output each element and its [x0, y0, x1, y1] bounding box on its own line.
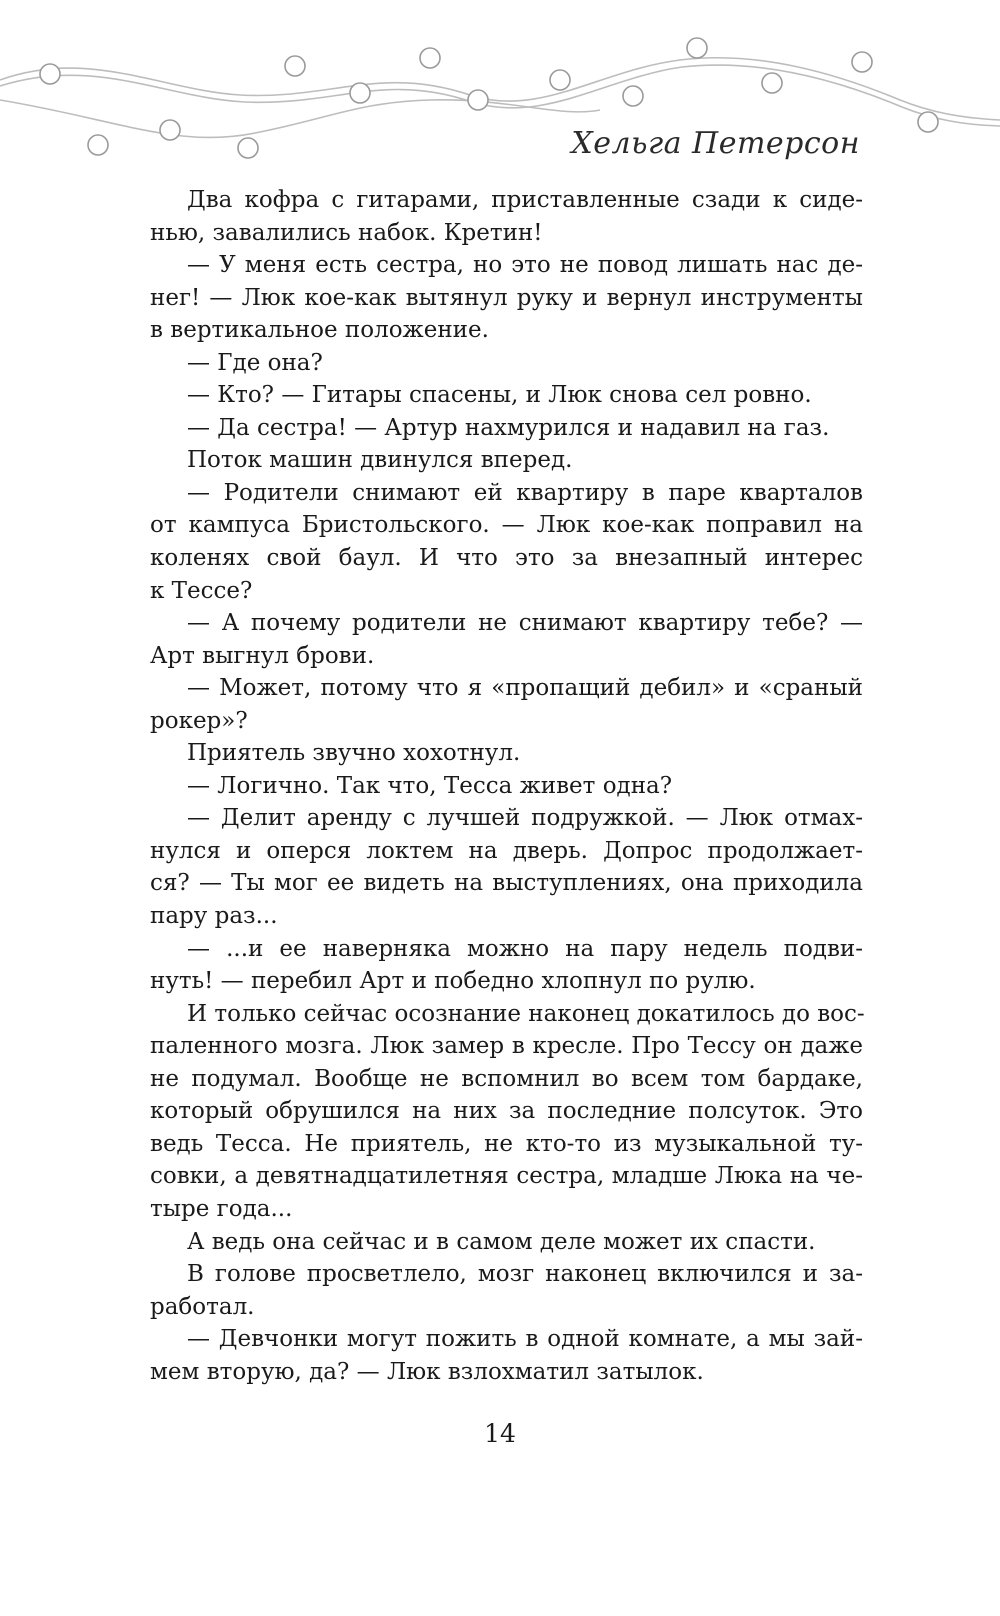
light-bulb-icon	[550, 70, 570, 90]
text-line: тыре года...	[150, 1195, 293, 1222]
light-bulb-icon	[350, 83, 370, 103]
text-line: рокер»?	[150, 707, 248, 734]
body-text	[150, 184, 863, 1388]
text-line: ся? — Ты мог ее видеть на выступлениях, она приходила	[150, 870, 863, 897]
text-line: к Тессе?	[150, 577, 253, 604]
text-line: нуть! — перебил Арт и победно хлопнул по рулю.	[150, 968, 756, 995]
text-line: ведь Тесса. Не приятель, не кто-то из музыкальной ту-	[150, 1130, 863, 1157]
text-line: И только сейчас осознание наконец докатилось до вос-	[187, 1000, 865, 1027]
text-line: Два кофра с гитарами, приставленные сзади к сиде-	[187, 187, 863, 213]
text-line: нью, завалились набок. Кретин!	[150, 219, 543, 246]
text-line: совки, а девятнадцатилетняя сестра, младше Люка на че-	[150, 1163, 863, 1190]
running-header-author: Хельга Петерсон	[571, 126, 860, 161]
text-line: — У меня есть сестра, но это не повод лишать нас де-	[187, 252, 863, 279]
text-line: не подумал. Вообще не вспомнил во всем том бардаке,	[150, 1065, 863, 1092]
text-line: от кампуса Бристольского. — Люк кое-как поправил на	[150, 512, 863, 539]
text-line: в вертикальное положение.	[150, 317, 489, 344]
text-line: — Девчонки могут пожить в одной комнате, а мы зай-	[187, 1326, 863, 1353]
text-line: — Где она?	[187, 349, 323, 376]
light-bulb-icon	[623, 86, 643, 106]
text-line: — Родители снимают ей квартиру в паре кварталов	[187, 479, 863, 506]
light-bulb-icon	[687, 38, 707, 58]
text-line: В голове просветлело, мозг наконец включился и за-	[187, 1261, 863, 1288]
text-line: мем вторую, да? — Люк взлохматил затылок.	[150, 1358, 704, 1385]
light-bulb-icon	[762, 73, 782, 93]
light-bulb-icon	[40, 64, 60, 84]
text-line: — А почему родители не снимают квартиру тебе? —	[187, 610, 863, 637]
light-bulb-icon	[160, 120, 180, 140]
page-number: 14	[484, 1419, 516, 1448]
text-line: Приятель звучно хохотнул.	[187, 740, 521, 767]
text-line: Арт выгнул брови.	[150, 642, 375, 669]
light-bulb-icon	[420, 48, 440, 68]
text-line: пару раз...	[150, 903, 278, 930]
light-bulb-icon	[238, 138, 258, 158]
light-bulb-icon	[88, 135, 108, 155]
text-line: нег! — Люк кое-как вытянул руку и вернул инструменты	[150, 284, 863, 311]
text-line: паленного мозга. Люк замер в кресле. Про Тессу он даже	[150, 1033, 863, 1060]
text-line: — Делит аренду с лучшей подружкой. — Люк отмах-	[187, 805, 863, 832]
light-bulb-icon	[918, 112, 938, 132]
light-bulb-icon	[468, 90, 488, 110]
text-line: — Может, потому что я «пропащий дебил» и «сраный	[187, 675, 863, 702]
text-line: коленях свой баул. И что это за внезапный интерес	[150, 545, 863, 572]
light-bulb-icon	[285, 56, 305, 76]
text-line: нулся и оперся локтем на дверь. Допрос продолжает-	[150, 837, 863, 864]
text-line: работал.	[150, 1293, 255, 1320]
text-line: — ...и ее наверняка можно на пару недель подви-	[187, 935, 863, 962]
text-line: — Кто? — Гитары спасены, и Люк снова сел ровно.	[187, 382, 812, 409]
text-line: — Да сестра! — Артур нахмурился и надавил на газ.	[187, 414, 830, 441]
text-line: А ведь она сейчас и в самом деле может их спасти.	[187, 1228, 816, 1255]
light-bulb-icon	[852, 52, 872, 72]
text-line: который обрушился на них за последние полсуток. Это	[150, 1098, 863, 1125]
text-line: Поток машин двинулся вперед.	[187, 447, 573, 474]
text-line: — Логично. Так что, Тесса живет одна?	[187, 772, 673, 799]
